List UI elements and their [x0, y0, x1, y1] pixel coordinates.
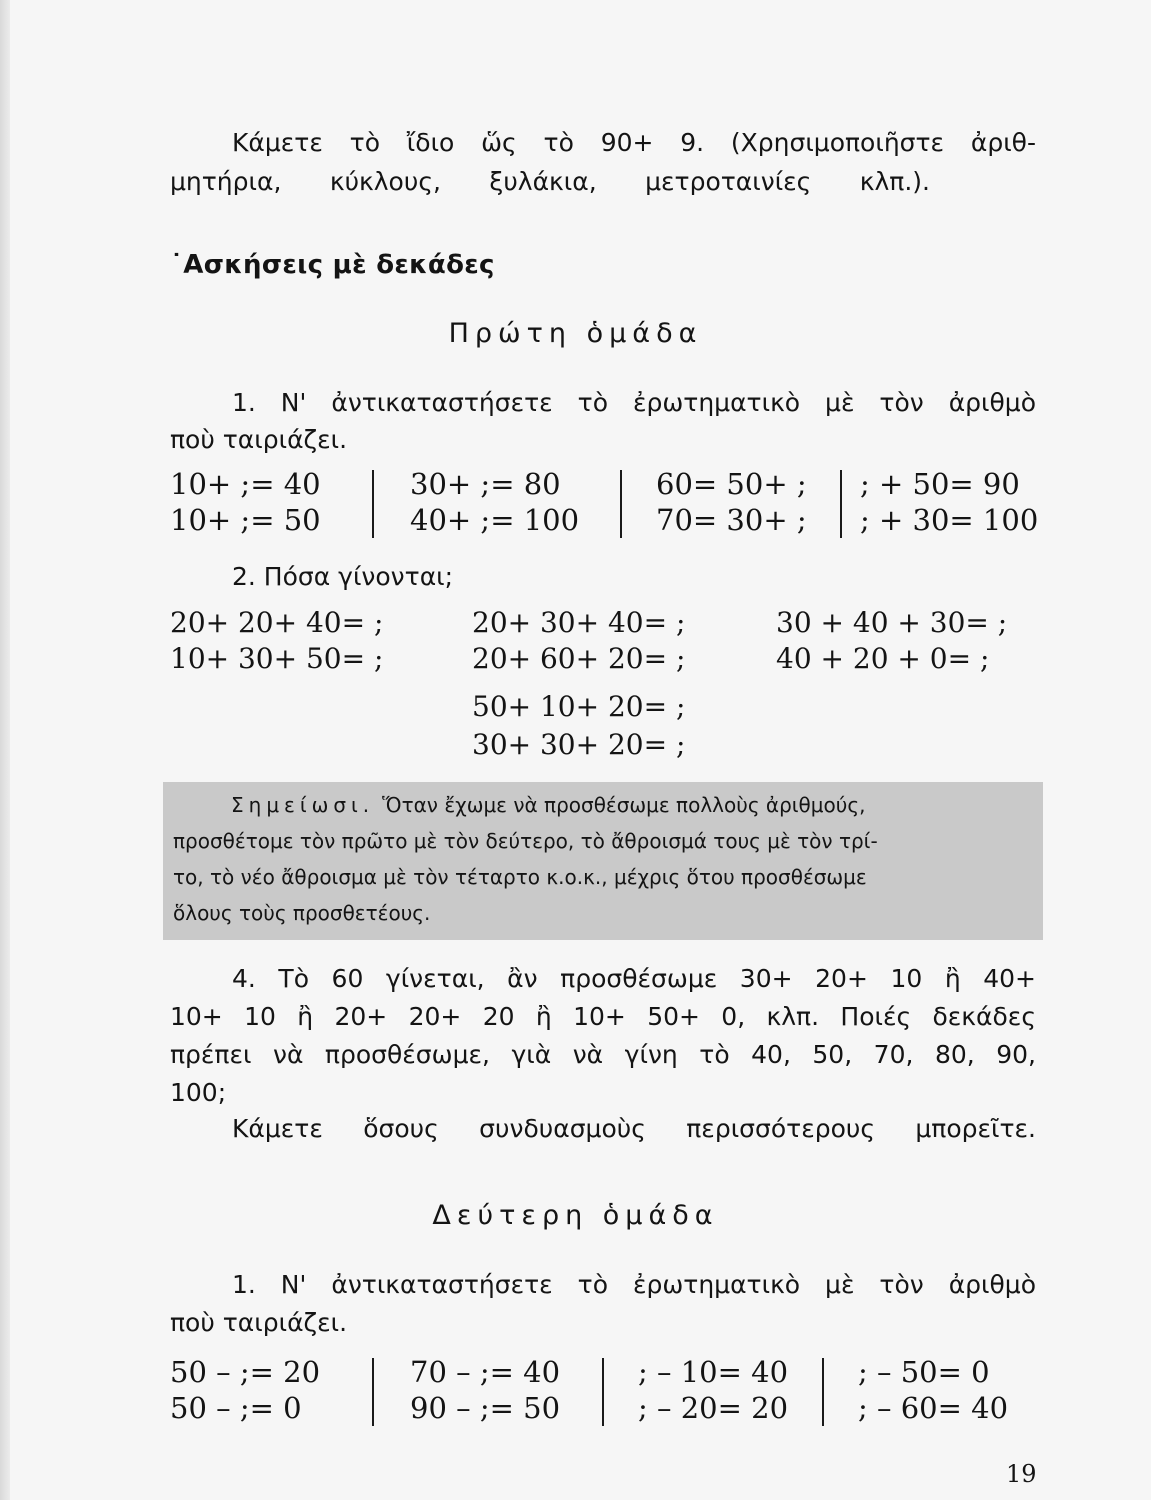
g1-eq-column-4 [860, 466, 1038, 538]
equation: ; + 30= 100 [860, 503, 1039, 537]
column-divider [372, 1358, 374, 1426]
equation: 50 – ;= 0 [170, 1391, 302, 1425]
g1-ex4-line-4: 100; [170, 1078, 227, 1107]
equation: ; – 50= 0 [858, 1355, 990, 1389]
sum-expression: 50+ 10+ 20= ; [472, 690, 686, 723]
equation: ; – 60= 40 [858, 1391, 1009, 1425]
g2-eq-column-1 [170, 1354, 320, 1426]
equation: 70= 30+ ; [656, 503, 807, 537]
sum-expression: 20+ 20+ 40= ; [170, 606, 384, 639]
intro-line-1: Κάμετε τὸ ἴδιο ὥς τὸ 90+ 9. (Χρησιμοποιῆστε ἀριθ- [232, 128, 1036, 157]
note-label: Σημείωσι. [231, 793, 375, 817]
g1-ex4-line-5: Κάμετε ὅσους συνδυασμοὺς περισσότερους μπορεῖτε. [232, 1114, 1036, 1143]
sum-expression: 30+ 30+ 20= ; [472, 728, 686, 761]
equation: 10+ ;= 50 [170, 503, 321, 537]
note-line-4: ὅλους τοὺς προσθετέους. [173, 901, 431, 925]
equation: 50 – ;= 20 [170, 1355, 321, 1389]
note-text: Ὅταν ἔχωμε νὰ προσθέσωμε πολλοὺς ἀριθμούς, [382, 793, 866, 817]
equation: ; + 50= 90 [860, 467, 1020, 501]
equation: 90 – ;= 50 [410, 1391, 561, 1425]
note-line-3: το, τὸ νέο ἄθροισμα μὲ τὸν τέταρτο κ.ο.κ., μέχρις ὅτου προσθέσωμε [173, 865, 867, 889]
column-divider [840, 470, 842, 538]
g1-ex4-line-1: 4. Τὸ 60 γίνεται, ἂν προσθέσωμε 30+ 20+ 10 ἢ 40+ [232, 964, 1036, 993]
g1-ex1-line-1: 1. Ν' ἀντικαταστήσετε τὸ ἐρωτηματικὸ μὲ τὸν ἀριθμὸ [232, 388, 1036, 417]
g1-eq-column-2 [410, 466, 579, 538]
sum-expression: 20+ 30+ 40= ; [472, 606, 686, 639]
g2-eq-column-4 [858, 1354, 1008, 1426]
g1-ex1-line-2: ποὺ ταιριάζει. [170, 425, 348, 454]
g1-ex4-line-2: 10+ 10 ἢ 20+ 20+ 20 ἢ 10+ 50+ 0, κλπ. Ποιές δεκάδες [170, 1002, 1036, 1031]
column-divider [372, 470, 374, 538]
section-heading: ˙Ασκήσεις μὲ δεκάδες [170, 250, 495, 280]
sum-expression: 20+ 60+ 20= ; [472, 642, 686, 675]
equation: 30+ ;= 80 [410, 467, 561, 501]
g1-eq-column-1 [170, 466, 321, 538]
equation: 10+ ;= 40 [170, 467, 321, 501]
group-1-title: Πρώτη ὁμάδα [448, 318, 703, 349]
page-edge-shadow [0, 0, 10, 1500]
equation: ; – 10= 40 [638, 1355, 789, 1389]
column-divider [602, 1358, 604, 1426]
equation: ; – 20= 20 [638, 1391, 789, 1425]
g2-eq-column-3 [638, 1354, 788, 1426]
g1-eq-column-3 [656, 466, 807, 538]
note-line-1 [231, 790, 1023, 820]
column-divider [620, 470, 622, 538]
g2-ex1-line-1: 1. Ν' ἀντικαταστήσετε τὸ ἐρωτηματικὸ μὲ τὸν ἀριθμὸ [232, 1270, 1036, 1299]
g2-eq-column-2 [410, 1354, 560, 1426]
g2-ex1-line-2: ποὺ ταιριάζει. [170, 1308, 348, 1337]
column-divider [822, 1358, 824, 1426]
equation: 70 – ;= 40 [410, 1355, 561, 1389]
g1-ex2-title: 2. Πόσα γίνονται; [232, 562, 454, 591]
sum-expression: 30 + 40 + 30= ; [776, 606, 1008, 639]
page-number: 19 [1006, 1460, 1037, 1488]
group-2-title: Δεύτερη ὁμάδα [432, 1200, 719, 1231]
intro-line-2: μητήρια, κύκλους, ξυλάκια, μετροταινίες κλπ.). [170, 167, 930, 196]
equation: 60= 50+ ; [656, 467, 807, 501]
note-line-2: προσθέτομε τὸν πρῶτο μὲ τὸν δεύτερο, τὸ ἄθροισμά τους μὲ τὸν τρί- [173, 829, 878, 853]
sum-expression: 10+ 30+ 50= ; [170, 642, 384, 675]
sum-expression: 40 + 20 + 0= ; [776, 642, 990, 675]
equation: 40+ ;= 100 [410, 503, 580, 537]
g1-ex4-line-3: πρέπει νὰ προσθέσωμε, γιὰ νὰ γίνη τὸ 40, 50, 70, 80, 90, [170, 1040, 1036, 1069]
note-box [163, 782, 1043, 940]
